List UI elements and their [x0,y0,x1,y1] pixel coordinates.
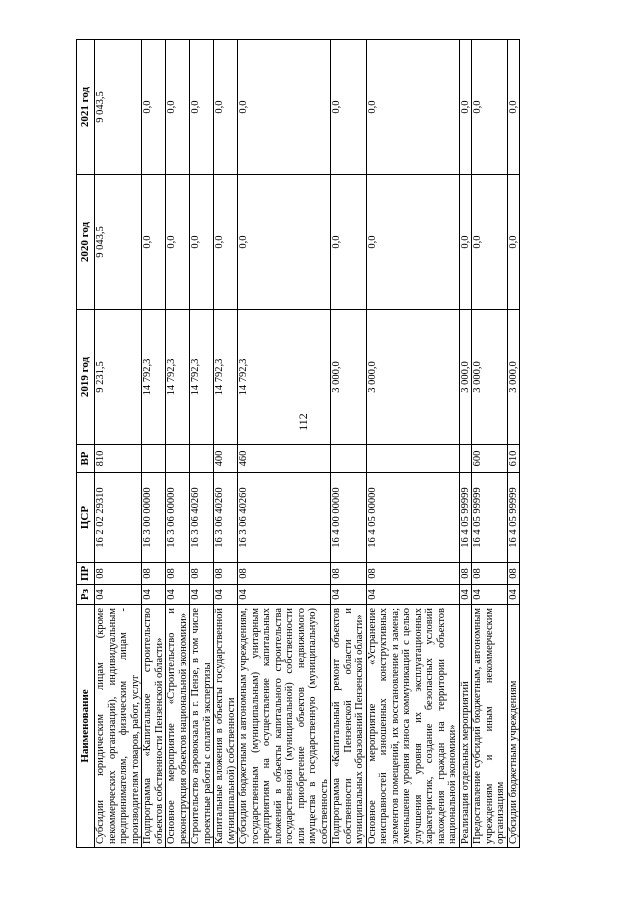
header-2019: 2019 год [77,310,95,445]
row-name: Субсидии юридическим лицам (кроме некоммерческих организаций), индивидуальным предпринимателям, физическим лицам - производителям товаров, работ, услуг [95,605,142,848]
row-2020: 9 043,5 [95,175,142,310]
row-name: Строительство аэровокзала в г. Пензе, в том числе проектные работы с оплатой экспертизы [190,605,214,848]
row-rz: 04 [366,585,459,605]
row-name: Подпрограмма «Капитальное строительство объектов собственности Пензенской области» [142,605,166,848]
header-row [77,40,95,848]
row-2019: 9 231,5 [95,310,142,445]
row-2020: 0,0 [214,175,238,310]
row-2021: 0,0 [472,40,508,175]
row-name: Основное мероприятие «Строительство и реконструкция объектов национальной экономики» [166,605,190,848]
page-number: 112 [296,413,310,431]
row-2020: 0,0 [366,175,459,310]
row-rz: 04 [459,585,472,605]
row-name: Капитальные вложения в объекты государственной (муниципальной) собственности [214,605,238,848]
header-pr: ПР [77,563,95,585]
row-2019: 14 792,3 [214,310,238,445]
table-row [238,40,331,848]
row-2020: 0,0 [472,175,508,310]
row-csr: 16 2 02 29310 [95,473,142,563]
row-2019: 14 792,3 [190,310,214,445]
row-2019: 3 000,0 [331,310,367,445]
row-rz: 04 [214,585,238,605]
row-2021: 9 043,5 [95,40,142,175]
row-pr: 08 [190,563,214,585]
row-rz: 04 [190,585,214,605]
row-csr: 16 3 06 40260 [190,473,214,563]
row-name: Основное мероприятие «Устранение неисправностей изношенных конструктивных элементов помещений, их восстановление и замена; уменьшение уровня износа коммуникаций с целью улучшения уровня их эксплуатационных характеристик, создание безопасных условий нахождения граждан на территории объектов национальной экономики» [366,605,459,848]
row-2019: 14 792,3 [142,310,166,445]
row-2021: 0,0 [142,40,166,175]
row-pr: 08 [142,563,166,585]
row-2021: 0,0 [214,40,238,175]
row-rz: 04 [507,585,520,605]
row-rz: 04 [142,585,166,605]
row-csr: 16 3 06 40260 [214,473,238,563]
row-name: Субсидии бюджетным учреждениям [507,605,520,848]
table-row [366,40,459,848]
table-row [472,40,508,848]
row-vr: 400 [214,445,238,473]
header-name: Наименование [77,605,95,848]
row-2019: 3 000,0 [366,310,459,445]
row-name: Реализация отдельных мероприятий [459,605,472,848]
row-2019: 14 792,3 [166,310,190,445]
header-2020: 2020 год [77,175,95,310]
table-row [95,40,142,848]
row-csr: 16 3 06 00000 [166,473,190,563]
row-2021: 0,0 [507,40,520,175]
row-2020: 0,0 [331,175,367,310]
header-rz: Рз [77,585,95,605]
row-2019: 3 000,0 [472,310,508,445]
row-name: Предоставление субсидий бюджетным, автономным учреждениям и иным некоммерческим организациям [472,605,508,848]
row-2019: 3 000,0 [507,310,520,445]
row-pr: 08 [238,563,331,585]
row-2020: 0,0 [507,175,520,310]
table-row [507,40,520,848]
row-csr: 16 4 05 99999 [472,473,508,563]
row-csr: 16 3 06 40260 [238,473,331,563]
row-rz: 04 [472,585,508,605]
row-2021: 0,0 [190,40,214,175]
row-csr: 16 3 00 00000 [142,473,166,563]
row-rz: 04 [331,585,367,605]
header-csr: ЦСР [77,473,95,563]
row-2021: 0,0 [238,40,331,175]
row-pr: 08 [366,563,459,585]
row-2021: 0,0 [459,40,472,175]
row-2020: 0,0 [166,175,190,310]
row-vr: 600 [472,445,508,473]
row-vr [459,445,472,473]
row-vr: 610 [507,445,520,473]
row-pr: 08 [472,563,508,585]
row-pr: 08 [331,563,367,585]
rotated-table-container [76,40,570,848]
row-vr: 810 [95,445,142,473]
row-rz: 04 [166,585,190,605]
row-2020: 0,0 [142,175,166,310]
row-csr: 16 4 05 00000 [366,473,459,563]
row-vr [331,445,367,473]
table-row [214,40,238,848]
row-pr: 08 [214,563,238,585]
row-pr: 08 [507,563,520,585]
row-csr: 16 4 00 00000 [331,473,367,563]
table-row [190,40,214,848]
row-pr: 08 [95,563,142,585]
row-2020: 0,0 [190,175,214,310]
row-vr [142,445,166,473]
row-2021: 0,0 [166,40,190,175]
table-row [331,40,367,848]
row-csr: 16 4 05 99999 [459,473,472,563]
row-pr: 08 [166,563,190,585]
row-2021: 0,0 [331,40,367,175]
row-2019: 14 792,3 [238,310,331,445]
table-row [142,40,166,848]
header-2021: 2021 год [77,40,95,175]
row-csr: 16 4 05 99999 [507,473,520,563]
row-vr: 460 [238,445,331,473]
row-2020: 0,0 [459,175,472,310]
row-vr [166,445,190,473]
row-2021: 0,0 [366,40,459,175]
header-vr: ВР [77,445,95,473]
row-name: Подпрограмма «Капитальный ремонт объектов собственности Пензенской области и муниципальных образований Пензенской области» [331,605,367,848]
row-rz: 04 [95,585,142,605]
row-vr [366,445,459,473]
row-2020: 0,0 [238,175,331,310]
row-vr [190,445,214,473]
row-name: Субсидии бюджетным и автономным учреждениям, государственным (муниципальным) унитарным предприятиям на осуществление капитальных вложений в объекты капитального строительства государственной (муниципальной) собственности или приобретение объектов недвижимого имущества в государственную (муниципальную) собственность [238,605,331,848]
row-rz: 04 [238,585,331,605]
row-pr: 08 [459,563,472,585]
budget-table [76,39,520,848]
row-2019: 3 000,0 [459,310,472,445]
table-row [459,40,472,848]
table-row [166,40,190,848]
